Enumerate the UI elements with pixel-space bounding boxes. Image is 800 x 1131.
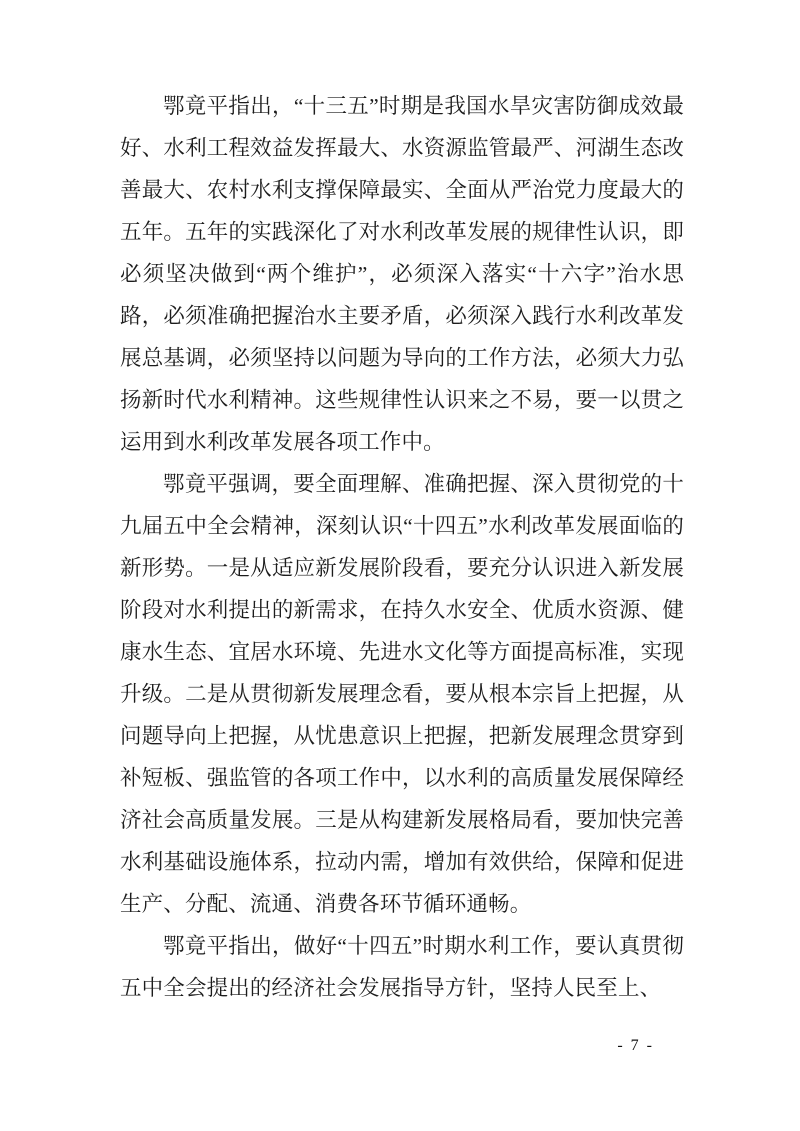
body-paragraph: 鄂竟平强调，要全面理解、准确把握、深入贯彻党的十九届五中全会精神，深刻认识“十四五”水利改革发展面临的新形势。一是从适应新发展阶段看，要充分认识进入新发展阶段对水利提出的新需求，在持久水安全、优质水资源、健康水生态、宜居水环境、先进水文化等方面提高标准，实现升级。二是从贯彻新发展理念看，要从根本宗旨上把握，从问题导向上把握，从忧患意识上把握，把新发展理念贯穿到补短板、强监管的各项工作中，以水利的高质量发展保障经济社会高质量发展。三是从构建新发展格局看，要加快完善水利基础设施体系，拉动内需，增加有效供给，保障和促进生产、分配、流通、消费各环节循环通畅。: [120, 472, 684, 916]
body-paragraph: 鄂竟平指出，“十三五”时期是我国水旱灾害防御成效最好、水利工程效益发挥最大、水资源监管最严、河湖生态改善最大、农村水利支撑保障最实、全面从严治党力度最大的五年。五年的实践深化了对水利改革发展的规律性认识，即必须坚决做到“两个维护”，必须深入落实“十六字”治水思路，必须准确把握治水主要矛盾，必须深入践行水利改革发展总基调，必须坚持以问题为导向的工作方法，必须大力弘扬新时代水利精神。这些规律性认识来之不易，要一以贯之运用到水利改革发展各项工作中。: [120, 94, 684, 454]
body-paragraph: 鄂竟平指出，做好“十四五”时期水利工作，要认真贯彻五中全会提出的经济社会发展指导方针，坚持人民至上、: [120, 934, 684, 1000]
page-number: - 7 -: [617, 1037, 654, 1054]
document-body: [120, 85, 684, 1009]
